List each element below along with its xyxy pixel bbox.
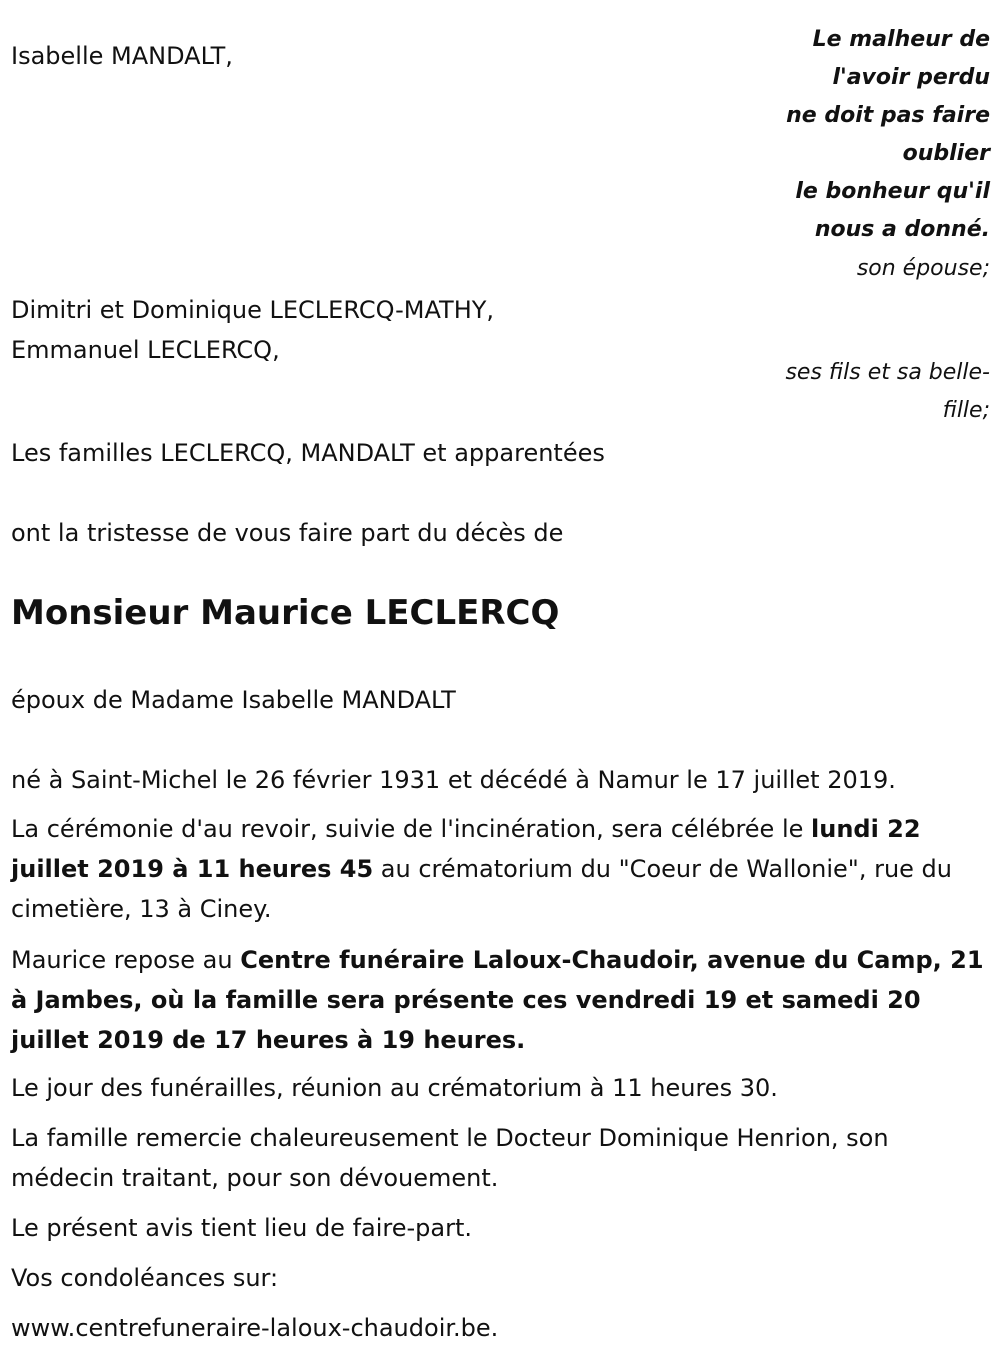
spouse-name: Isabelle MANDALT,	[11, 42, 233, 70]
quote-line: nous a donné.	[814, 217, 990, 242]
children-line-2: Emmanuel LECLERCQ,	[11, 336, 280, 364]
condolences-label: Vos condoléances sur:	[11, 1264, 279, 1292]
announcement: ont la tristesse de vous faire part du décès de	[11, 519, 564, 547]
deceased-relation: époux de Madame Isabelle MANDALT	[11, 686, 456, 714]
children-role	[785, 354, 990, 430]
extended-families: Les familles LECLERCQ, MANDALT et apparentées	[11, 439, 605, 467]
quote-line: Le malheur de	[812, 27, 990, 52]
children-role-line: ses fils et sa belle-	[785, 360, 990, 385]
spouse-role	[857, 250, 990, 288]
visitation-intro: Maurice repose au	[11, 946, 241, 974]
website-link[interactable]: www.centrefuneraire-laloux-chaudoir.be.	[11, 1314, 499, 1342]
birth-death-info: né à Saint-Michel le 26 février 1931 et décédé à Namur le 17 juillet 2019.	[11, 766, 896, 794]
ceremony-date: lundi 22 juillet 2019 à 11 heures 45	[11, 815, 921, 883]
ceremony-paragraph	[11, 809, 993, 929]
quote-line: ne doit pas faire	[786, 103, 990, 128]
spouse-role-text: son épouse;	[856, 256, 990, 281]
ceremony-place: au crématorium du "Coeur de Wallonie", rue du cimetière, 13 à Ciney.	[11, 855, 953, 923]
quote-line: oublier	[902, 141, 990, 166]
children-role-line: fille;	[942, 398, 990, 423]
visitation-details: Centre funéraire Laloux-Chaudoir, avenue du Camp, 21 à Jambes, où la famille sera présente ces vendredi 19 et samedi 20 juillet 2019 de 17 heures à 19 heures.	[11, 946, 984, 1054]
children-line-1: Dimitri et Dominique LECLERCQ-MATHY,	[11, 296, 495, 324]
quote-line: l'avoir perdu	[832, 65, 990, 90]
visitation-paragraph	[11, 940, 993, 1060]
meeting-info: Le jour des funérailles, réunion au crématorium à 11 heures 30.	[11, 1074, 778, 1102]
thanks-paragraph: La famille remercie chaleureusement le Docteur Dominique Henrion, son médecin traitant, pour son dévouement.	[11, 1124, 889, 1192]
memorial-quote	[786, 21, 990, 249]
notice: Le présent avis tient lieu de faire-part.	[11, 1214, 473, 1242]
ceremony-intro: La cérémonie d'au revoir, suivie de l'incinération, sera célébrée le	[11, 815, 812, 843]
deceased-name: Monsieur Maurice LECLERCQ	[11, 593, 560, 633]
quote-line: le bonheur qu'il	[795, 179, 990, 204]
